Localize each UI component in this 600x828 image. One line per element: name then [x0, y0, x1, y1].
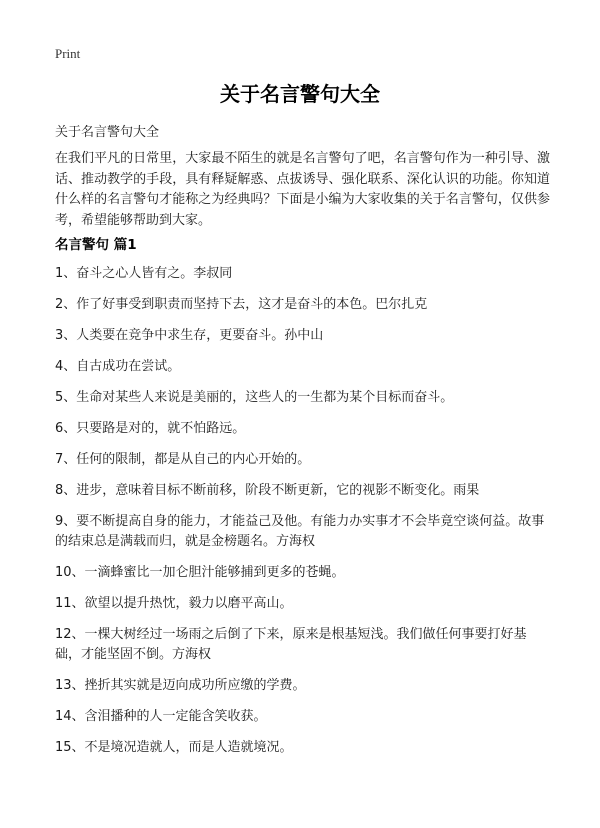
- quote-item: 8、进步，意味着目标不断前移，阶段不断更新，它的视影不断变化。雨果: [55, 483, 480, 498]
- quote-item: 3、人类要在竞争中求生存，更要奋斗。孙中山: [55, 328, 324, 343]
- quote-list: [55, 264, 550, 769]
- quote-item: 7、任何的限制，都是从自己的内心开始的。: [55, 452, 311, 467]
- quote-item: 10、一滴蜂蜜比一加仑胆汁能够捕到更多的苍蝇。: [55, 565, 345, 580]
- quote-item: 5、生命对某些人来说是美丽的，这些人的一生都为某个目标而奋斗。: [55, 390, 454, 405]
- document-subtitle: 关于名言警句大全: [55, 125, 160, 140]
- document-title: 关于名言警句大全: [220, 82, 380, 106]
- quote-item: 13、挫折其实就是迈向成功所应缴的学费。: [55, 678, 306, 693]
- quote-item: 14、含泪播种的人一定能含笑收获。: [55, 709, 267, 724]
- quote-item: 6、只要路是对的，就不怕路远。: [55, 421, 246, 436]
- quote-item: 12、一棵大树经过一场雨之后倒了下来，原来是根基短浅。我们做任何事要打好基础，才能坚固不倒。方海权: [55, 627, 527, 662]
- print-label: Print: [55, 46, 81, 61]
- quote-item: 11、欲望以提升热忱，毅力以磨平高山。: [55, 596, 293, 611]
- quote-item: 2、作了好事受到职责而坚持下去，这才是奋斗的本色。巴尔扎克: [55, 297, 428, 312]
- quote-item: 9、要不断提高自身的能力，才能益己及他。有能力办实事才不会毕竟空谈何益。故事的结束总是满载而归，就是金榜题名。方海权: [55, 514, 545, 549]
- quote-item: 15、不是境况造就人，而是人造就境况。: [55, 740, 293, 755]
- quote-item: 4、自古成功在尝试。: [55, 359, 181, 374]
- intro-paragraph: 在我们平凡的日常里，大家最不陌生的就是名言警句了吧，名言警句作为一种引导、激话、推动教学的手段，具有释疑解惑、点拔诱导、强化联系、深化认识的功能。你知道什么样的名言警句才能称之为经典吗？下面是小编为大家收集的关于名言警句，仅供参考，希望能够帮助到大家。: [55, 151, 550, 228]
- section-heading: 名言警句 篇1: [55, 237, 137, 253]
- quote-item: 1、奋斗之心人皆有之。李叔同: [55, 266, 233, 281]
